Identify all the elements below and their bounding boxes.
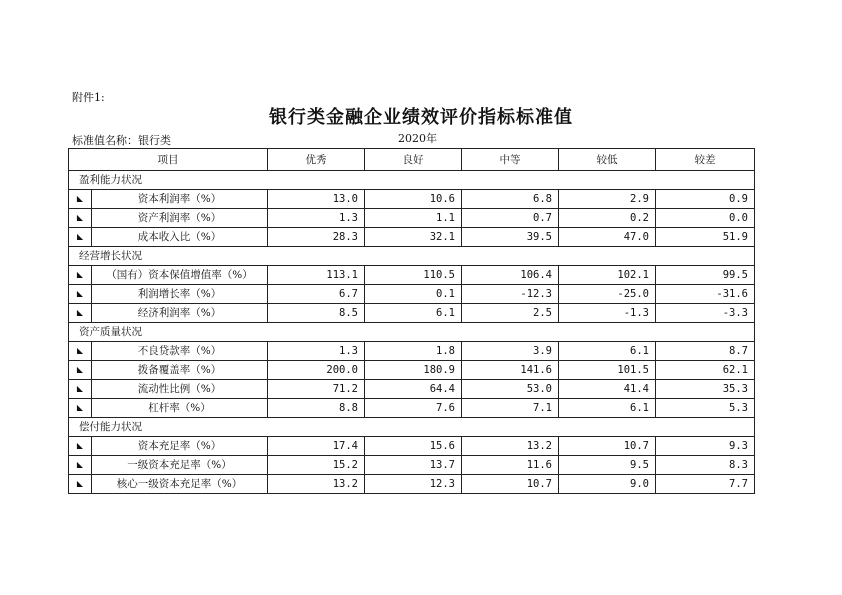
section-row — [69, 418, 755, 437]
indicator-label: 经济利润率（%） — [137, 307, 222, 319]
value-cell: 9.5 — [559, 456, 656, 475]
value-cell: 2.9 — [559, 190, 656, 209]
table-row — [69, 228, 755, 247]
indicator-label: 流动性比例（%） — [137, 383, 222, 395]
indicator-direction-icon: ◢ — [69, 342, 92, 360]
value-cell: 0.7 — [462, 209, 559, 228]
value-cell: 9.3 — [656, 437, 755, 456]
value-cell: 6.7 — [268, 285, 365, 304]
table-row — [69, 437, 755, 456]
section-heading: 盈利能力状况 — [69, 171, 755, 190]
value-cell: 35.3 — [656, 380, 755, 399]
table-row — [69, 304, 755, 323]
standard-name: 标准值名称：银行类 — [72, 134, 171, 147]
value-cell: 99.5 — [656, 266, 755, 285]
value-cell: 6.1 — [365, 304, 462, 323]
value-cell: -3.3 — [656, 304, 755, 323]
table-row — [69, 399, 755, 418]
value-cell: -25.0 — [559, 285, 656, 304]
value-cell: 10.6 — [365, 190, 462, 209]
indicator-direction-icon: ◢ — [69, 228, 92, 246]
value-cell: 3.9 — [462, 342, 559, 361]
indicator-direction-icon: ◣ — [69, 304, 92, 322]
value-cell: 1.3 — [268, 209, 365, 228]
value-cell: 5.3 — [656, 399, 755, 418]
value-cell: 102.1 — [559, 266, 656, 285]
value-cell: 106.4 — [462, 266, 559, 285]
indicator-direction-icon: ◣ — [69, 190, 92, 208]
header-item: 项目 — [69, 149, 268, 171]
table-row — [69, 361, 755, 380]
table-row — [69, 209, 755, 228]
value-cell: 7.7 — [656, 475, 755, 494]
value-cell: 2.5 — [462, 304, 559, 323]
section-row — [69, 323, 755, 342]
indicator-direction-icon: ◣ — [69, 456, 92, 474]
value-cell: 1.3 — [268, 342, 365, 361]
value-cell: 17.4 — [268, 437, 365, 456]
value-cell: 6.1 — [559, 342, 656, 361]
value-cell: 13.2 — [268, 475, 365, 494]
indicator-label: 拨备覆盖率（%） — [137, 364, 222, 376]
value-cell: 8.3 — [656, 456, 755, 475]
value-cell: 110.5 — [365, 266, 462, 285]
value-cell: 10.7 — [462, 475, 559, 494]
table-row — [69, 266, 755, 285]
table-row — [69, 380, 755, 399]
value-cell: 8.5 — [268, 304, 365, 323]
value-cell: 6.1 — [559, 399, 656, 418]
value-cell: 0.0 — [656, 209, 755, 228]
value-cell: 0.2 — [559, 209, 656, 228]
value-cell: 53.0 — [462, 380, 559, 399]
value-cell: 180.9 — [365, 361, 462, 380]
value-cell: 71.2 — [268, 380, 365, 399]
header-excellent: 优秀 — [268, 149, 365, 171]
value-cell: 7.6 — [365, 399, 462, 418]
header-poor: 较差 — [656, 149, 755, 171]
indicator-label: （国有）资本保值增值率（%） — [106, 269, 253, 281]
indicator-label: 杠杆率（%） — [148, 402, 211, 414]
indicator-label: 一级资本充足率（%） — [127, 459, 232, 471]
value-cell: 7.1 — [462, 399, 559, 418]
indicator-label: 不良贷款率（%） — [137, 345, 222, 357]
value-cell: 200.0 — [268, 361, 365, 380]
attachment-label: 附件1: — [72, 91, 105, 104]
indicator-direction-icon: ◣ — [69, 361, 92, 379]
header-average: 中等 — [462, 149, 559, 171]
value-cell: -1.3 — [559, 304, 656, 323]
indicator-label: 资产利润率（%） — [137, 212, 222, 224]
value-cell: 9.0 — [559, 475, 656, 494]
indicator-direction-icon: ◣ — [69, 475, 92, 493]
value-cell: 12.3 — [365, 475, 462, 494]
value-cell: 8.7 — [656, 342, 755, 361]
section-row — [69, 247, 755, 266]
value-cell: 10.7 — [559, 437, 656, 456]
indicator-direction-icon: ◣ — [69, 266, 92, 284]
indicator-label: 资本充足率（%） — [137, 440, 222, 452]
value-cell: 41.4 — [559, 380, 656, 399]
indicator-label: 资本利润率（%） — [137, 193, 222, 205]
table-header-row — [69, 149, 755, 171]
value-cell: -12.3 — [462, 285, 559, 304]
table-row — [69, 285, 755, 304]
value-cell: 6.8 — [462, 190, 559, 209]
indicator-direction-icon: ◣ — [69, 380, 92, 398]
indicator-table — [68, 148, 755, 494]
value-cell: 15.2 — [268, 456, 365, 475]
table-row — [69, 456, 755, 475]
value-cell: 62.1 — [656, 361, 755, 380]
section-heading: 偿付能力状况 — [69, 418, 755, 437]
value-cell: 11.6 — [462, 456, 559, 475]
indicator-direction-icon: ◣ — [69, 399, 92, 417]
value-cell: 0.1 — [365, 285, 462, 304]
value-cell: -31.6 — [656, 285, 755, 304]
value-cell: 8.8 — [268, 399, 365, 418]
value-cell: 1.8 — [365, 342, 462, 361]
section-heading: 经营增长状况 — [69, 247, 755, 266]
value-cell: 0.9 — [656, 190, 755, 209]
value-cell: 39.5 — [462, 228, 559, 247]
section-row — [69, 171, 755, 190]
header-good: 良好 — [365, 149, 462, 171]
value-cell: 13.2 — [462, 437, 559, 456]
value-cell: 32.1 — [365, 228, 462, 247]
indicator-label: 核心一级资本充足率（%） — [116, 478, 243, 490]
value-cell: 1.1 — [365, 209, 462, 228]
value-cell: 13.7 — [365, 456, 462, 475]
indicator-direction-icon: ◣ — [69, 285, 92, 303]
value-cell: 141.6 — [462, 361, 559, 380]
value-cell: 28.3 — [268, 228, 365, 247]
document-title: 银行类金融企业绩效评价指标标准值 — [269, 107, 573, 128]
value-cell: 47.0 — [559, 228, 656, 247]
indicator-label: 利润增长率（%） — [137, 288, 222, 300]
value-cell: 113.1 — [268, 266, 365, 285]
value-cell: 64.4 — [365, 380, 462, 399]
table-row — [69, 475, 755, 494]
value-cell: 51.9 — [656, 228, 755, 247]
value-cell: 15.6 — [365, 437, 462, 456]
indicator-direction-icon: ◣ — [69, 437, 92, 455]
indicator-label: 成本收入比（%） — [137, 231, 222, 243]
table-row — [69, 190, 755, 209]
table-row — [69, 342, 755, 361]
value-cell: 101.5 — [559, 361, 656, 380]
indicator-direction-icon: ◣ — [69, 209, 92, 227]
header-low: 较低 — [559, 149, 656, 171]
year-label: 2020年 — [398, 132, 437, 145]
value-cell: 13.0 — [268, 190, 365, 209]
section-heading: 资产质量状况 — [69, 323, 755, 342]
